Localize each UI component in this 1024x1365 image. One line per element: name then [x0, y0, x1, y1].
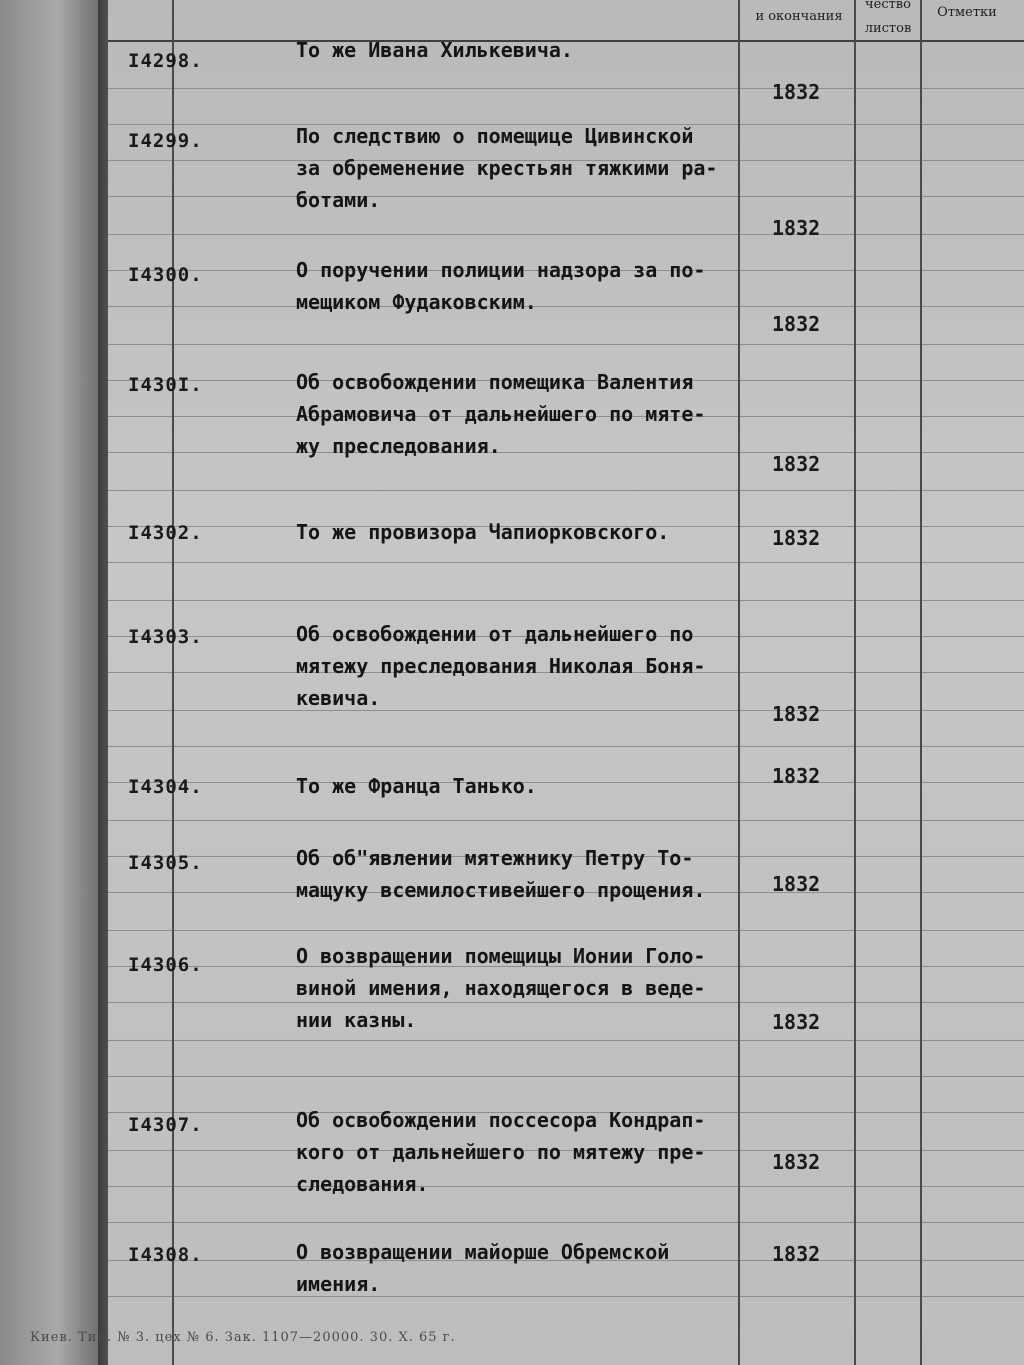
entry-number: I4302.: [128, 522, 203, 544]
facing-page-edge: [0, 0, 104, 1365]
column-rule-count: [920, 0, 922, 1365]
entry-number: I4303.: [128, 626, 203, 648]
ruled-line: [108, 930, 1024, 931]
ruled-line: [108, 234, 1024, 235]
entry-number: I4306.: [128, 954, 203, 976]
entry-year: 1832: [772, 1242, 821, 1266]
entry-year: 1832: [772, 1150, 821, 1174]
entry-number: I4308.: [128, 1244, 203, 1266]
entry-year: 1832: [772, 216, 821, 240]
register-page: [108, 0, 1024, 1365]
entry-year: 1832: [772, 764, 821, 788]
entry-number: I4299.: [128, 130, 203, 152]
entry-number: I430I.: [128, 374, 203, 396]
entry-year: 1832: [772, 312, 821, 336]
header-count-line1: чество: [865, 0, 911, 12]
ruled-line: [108, 1222, 1024, 1223]
entry-number: I4307.: [128, 1114, 203, 1136]
ruled-line: [108, 344, 1024, 345]
entry-number: I4298.: [128, 50, 203, 72]
ruled-line: [108, 1076, 1024, 1077]
entry-year: 1832: [772, 526, 821, 550]
entry-title: То же провизора Чапиорковского.: [296, 520, 670, 544]
ruled-line: [108, 820, 1024, 821]
entry-year: 1832: [772, 872, 821, 896]
entry-title: То же Ивана Хилькевича.: [296, 38, 573, 62]
ruled-line: [108, 746, 1024, 747]
entry-title: Об освобождении помещика Валентия Абрамовича от дальнейшего по мяте- жу преследования.: [296, 370, 706, 458]
entry-title: О возвращении майорше Обремской имения.: [296, 1240, 670, 1296]
ruled-line: [108, 1040, 1024, 1041]
entry-number: I4300.: [128, 264, 203, 286]
entry-year: 1832: [772, 80, 821, 104]
ruled-line: [108, 490, 1024, 491]
column-rule-number: [172, 0, 174, 1365]
ruled-line: [108, 600, 1024, 601]
entry-title: По следствию о помещице Цивинской за обременение крестьян тяжкими ра- ботами.: [296, 124, 718, 212]
entry-number: I4304.: [128, 776, 203, 798]
entry-year: 1832: [772, 702, 821, 726]
entry-title: То же Франца Танько.: [296, 774, 537, 798]
entry-year: 1832: [772, 1010, 821, 1034]
header-dates: и окончания: [755, 9, 843, 24]
ruled-line: [108, 88, 1024, 89]
header-notes: Отметки: [937, 5, 997, 20]
column-rule-dates: [854, 0, 856, 1365]
entry-title: Об освобождении поссесора Кондрап- кого от дальнейшего по мятежу пре- следования.: [296, 1108, 706, 1196]
entry-title: Об об"явлении мятежнику Петру То- мащуку всемилостивейшего прощения.: [296, 846, 706, 902]
entry-title: Об освобождении от дальнейшего по мятежу преследования Николая Боня- кевича.: [296, 622, 706, 710]
entry-year: 1832: [772, 452, 821, 476]
header-count-line2: листов: [864, 21, 912, 36]
entry-number: I4305.: [128, 852, 203, 874]
entry-title: О возвращении помещицы Ионии Голо- виной имения, находящегося в веде- нии казны.: [296, 944, 706, 1032]
ruled-line: [108, 562, 1024, 563]
print-footer: Киев. Тип. № 3. цех № 6. Зак. 1107—20000. 30. Х. 65 г.: [30, 1330, 456, 1345]
entry-title: О поручении полиции надзора за по- мещиком Фудаковским.: [296, 258, 706, 314]
